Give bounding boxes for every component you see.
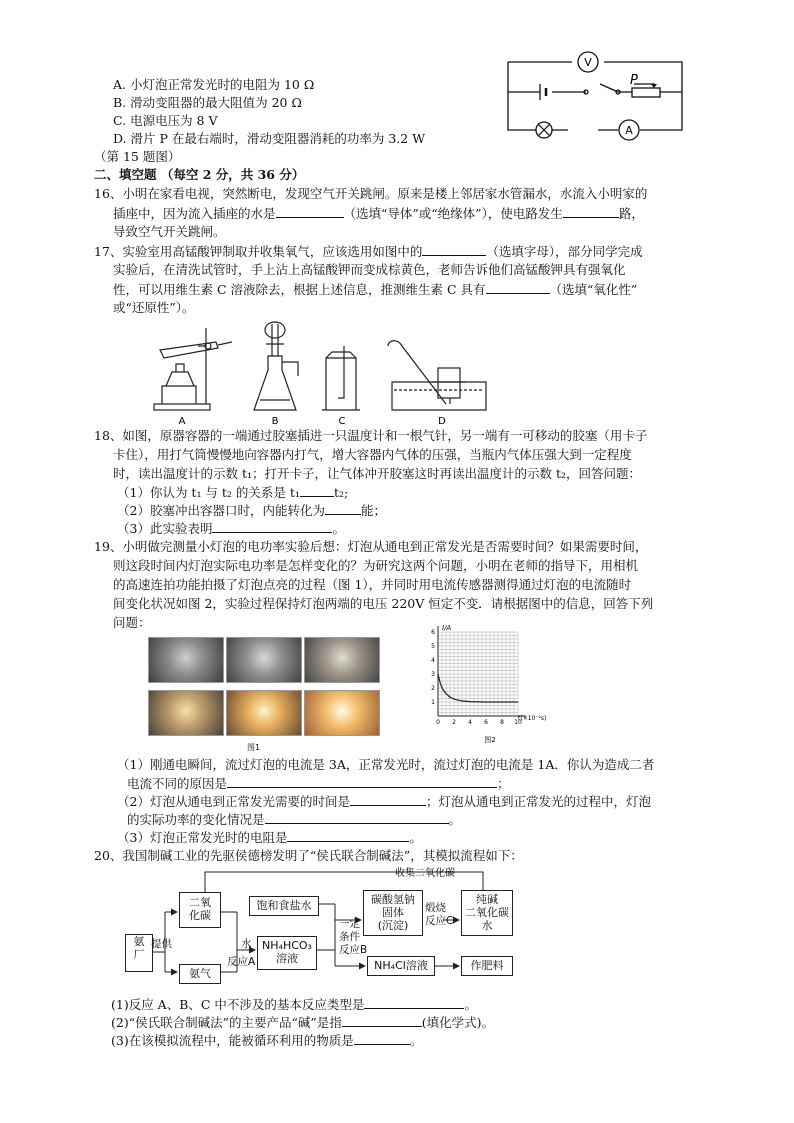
q19-sub-1-line-1: （1）刚通电瞬间，流过灯泡的电流是 3A，正常发光时，流过灯泡的电流是 1A．你认为造成二者 (117, 757, 655, 772)
q20-blank-3[interactable] (354, 1032, 410, 1045)
flow-nahco3-box: 碳酸氢钠 固体 (沉淀) (363, 890, 423, 936)
q20-sub-3: (3)在该模拟流程中，能被循环利用的物质是 。 (111, 1033, 423, 1048)
fig1-label: 图1 (247, 743, 261, 752)
q16-line-3: 导致空气开关跳闸。 (113, 224, 226, 239)
y-tick-label: 1 (431, 699, 435, 706)
x-tick-label: 4 (468, 719, 472, 726)
apparatus-b-label: B (271, 416, 279, 426)
x-tick-label: 0 (436, 719, 440, 726)
bulb-photo-3 (304, 637, 380, 683)
q15-option-a: A. 小灯泡正常发光时的电阻为 10 Ω (113, 77, 315, 92)
q18-sub-3: （3）此实验表明 。 (117, 521, 345, 536)
x-tick-label: 6 (484, 719, 488, 726)
apparatus-c-label: C (338, 416, 346, 426)
q20-blank-2[interactable] (342, 1014, 422, 1027)
x-tick-label: 8 (500, 719, 504, 726)
q20-line-1: 20、我国制碱工业的先驱侯德榜发明了“侯氏联合制碱法”，其模拟流程如下： (94, 848, 523, 863)
bulb-photo-2 (226, 637, 302, 683)
flow-fertilizer-box: 作肥料 (461, 956, 513, 976)
q15-option-b: B. 滑动变阻器的最大阻值为 20 Ω (113, 95, 302, 110)
q19-sub-1-line-2: 电流不同的原因是 ； (127, 776, 510, 791)
q16-blank-2[interactable] (563, 205, 619, 218)
q19-sub-3: （3）灯泡正常发光时的电阻是 。 (117, 830, 422, 845)
apparatus-c (322, 346, 360, 410)
bulb-photo-4 (148, 690, 224, 736)
q20-sub-2: (2)“侯氏联合制碱法”的主要产品“碱”是指 (填化学式)。 (111, 1015, 495, 1030)
flow-product-box: 纯碱 二氧化碳 水 (461, 890, 513, 936)
q18-blank-3[interactable] (212, 520, 332, 533)
chart-x-label: t(×10⁻²s) (518, 715, 547, 722)
y-tick-label: 6 (431, 629, 435, 636)
q18-line-1: 18、如图，原器容器的一端通过胶塞插进一只温度计和一根气针，另一端有一可移动的胶塞（用卡子 (94, 428, 648, 443)
flow-reaction-a-label: 反应A (227, 956, 256, 968)
q17-apparatus-figure (150, 316, 490, 426)
flow-collect-co2: 收集二氧化碳 (395, 868, 455, 879)
flow-brine-box: 饱和食盐水 (249, 896, 319, 916)
q16-line-2: 插座中，因为流入插座的水是 （选填“导体”或“绝缘体”），使电路发生 路， (113, 206, 644, 221)
q17-line-1: 17、实验室用高锰酸钾制取并收集氧气，应该选用如图中的 （选填字母），部分同学完成 (94, 244, 643, 259)
ammeter-label: A (625, 124, 633, 137)
q19-sub-2-line-1: （2）灯泡从通电到正常发光需要的时间是 ；灯泡从通电到正常发光的过程中，灯泡 (117, 794, 651, 809)
fig2-label: 图2 (484, 736, 496, 744)
section-title: 二、填空题 （每空 2 分，共 36 分） (94, 167, 305, 182)
x-tick-label: 10 (514, 719, 522, 726)
bulb-photo-1 (148, 637, 224, 683)
bulb-photo-5 (226, 690, 302, 736)
q18-blank-1[interactable] (300, 484, 334, 497)
q17-blank-2[interactable] (486, 281, 550, 294)
q18-blank-2[interactable] (325, 502, 361, 515)
flow-co2-box: 二氧 化碳 (179, 892, 221, 928)
q15-circuit-diagram (500, 46, 690, 142)
y-tick-label: 2 (431, 685, 435, 692)
q18-sub-2: （2）胶塞冲出容器口时，内能转化为 能； (117, 503, 386, 518)
q19-sub-2-line-2: 的实际功率的变化情况是 。 (127, 812, 462, 827)
apparatus-d-label: D (438, 416, 446, 426)
y-tick-label: 3 (431, 671, 435, 678)
flow-nh4cl-box: NH₄Cl溶液 (367, 956, 435, 976)
q15-caption: （第 15 题图） (94, 149, 181, 164)
current-time-chart (420, 620, 560, 746)
q15-option-c: C. 电源电压为 8 V (113, 113, 218, 128)
q19-blank-1[interactable] (227, 775, 497, 788)
y-tick-label: 4 (431, 657, 435, 664)
apparatus-a-label: A (178, 416, 186, 426)
flow-ammonia-plant: 氨 厂 (125, 934, 153, 972)
flow-nh4hco3-box: NH₄HCO₃ 溶液 (257, 936, 317, 970)
x-tick-label: 2 (452, 719, 456, 726)
q17-line-4: 或“还原性”）。 (113, 300, 195, 315)
apparatus-a (154, 328, 232, 410)
q16-line-1: 16、小明在家看电视，突然断电，发现空气开关跳闸。原来是楼上邻居家水管漏水，水流入小明家的 (94, 186, 648, 201)
q19-line-1: 19、小明做完测量小灯泡的电功率实验后想：灯泡从通电到正常发光是否需要时间？如果需要时间， (94, 539, 648, 554)
q15-option-d: D. 滑片 P 在最右端时，滑动变阻器消耗的功率为 3.2 W (113, 131, 426, 146)
q19-line-4: 间变化状况如图 2，实验过程保持灯泡两端的电压 220V 恒定不变．请根据图中的信息，回答下列 (113, 596, 654, 611)
apparatus-b (254, 322, 298, 410)
q20-blank-1[interactable] (364, 996, 464, 1009)
q17-line-3: 性，可以用维生素 C 溶液除去，根据上述信息，推测维生素 C 具有 （选填“氧化性” (113, 282, 638, 297)
q19-line-5: 问题： (113, 615, 151, 630)
q19-line-2: 则这段时间内灯泡实际电功率是怎样变化的？为研究这两个问题，小明在老师的指导下，用相机 (113, 558, 639, 573)
flow-supply-label: 提供 (151, 938, 172, 950)
q16-blank-1[interactable] (276, 205, 344, 218)
q19-blank-3[interactable] (265, 811, 449, 824)
q20-sub-1: (1)反应 A、B、C 中不涉及的基本反应类型是 。 (111, 997, 477, 1012)
q17-blank-1[interactable] (422, 243, 486, 256)
flow-calcine-label: 煅烧 反应C (425, 902, 454, 927)
y-tick-label: 5 (431, 643, 435, 650)
q18-line-2: 卡住），用打气筒慢慢地向容器内打气，增大容器内气体的压强，当瓶内气体压强大到一定程度 (113, 447, 632, 462)
q19-blank-2[interactable] (350, 793, 426, 806)
q19-blank-4[interactable] (287, 829, 409, 842)
flow-condition-label: 一定 条件 反应B (339, 918, 368, 956)
flow-ammonia-box: 氨气 (179, 964, 221, 984)
bulb-photo-6 (304, 690, 380, 736)
q19-line-3: 的高速连拍功能拍摄了灯泡点亮的过程（图 1），并同时用电流传感器测得通过灯泡的电流随时 (113, 577, 632, 592)
q18-line-3: 时，读出温度计的示数 t₁；打开卡子，让气体冲开胶塞这时再读出温度计的示数 t₂，回答问题： (113, 466, 642, 481)
apparatus-d (388, 341, 486, 410)
chart-y-label: I/A (442, 624, 452, 632)
q20-flow-diagram (125, 862, 645, 982)
q18-sub-1: （1）你认为 t₁ 与 t₂ 的关系是 t₁ t₂; (117, 485, 349, 500)
voltmeter-label: V (584, 56, 592, 69)
flow-water-label: 水 (241, 938, 252, 950)
q17-line-2: 实验后，在清洗试管时，手上沾上高锰酸钾而变成棕黄色，老师告诉他们高锰酸钾具有强氧化 (113, 262, 626, 277)
slider-label: P (630, 73, 638, 88)
